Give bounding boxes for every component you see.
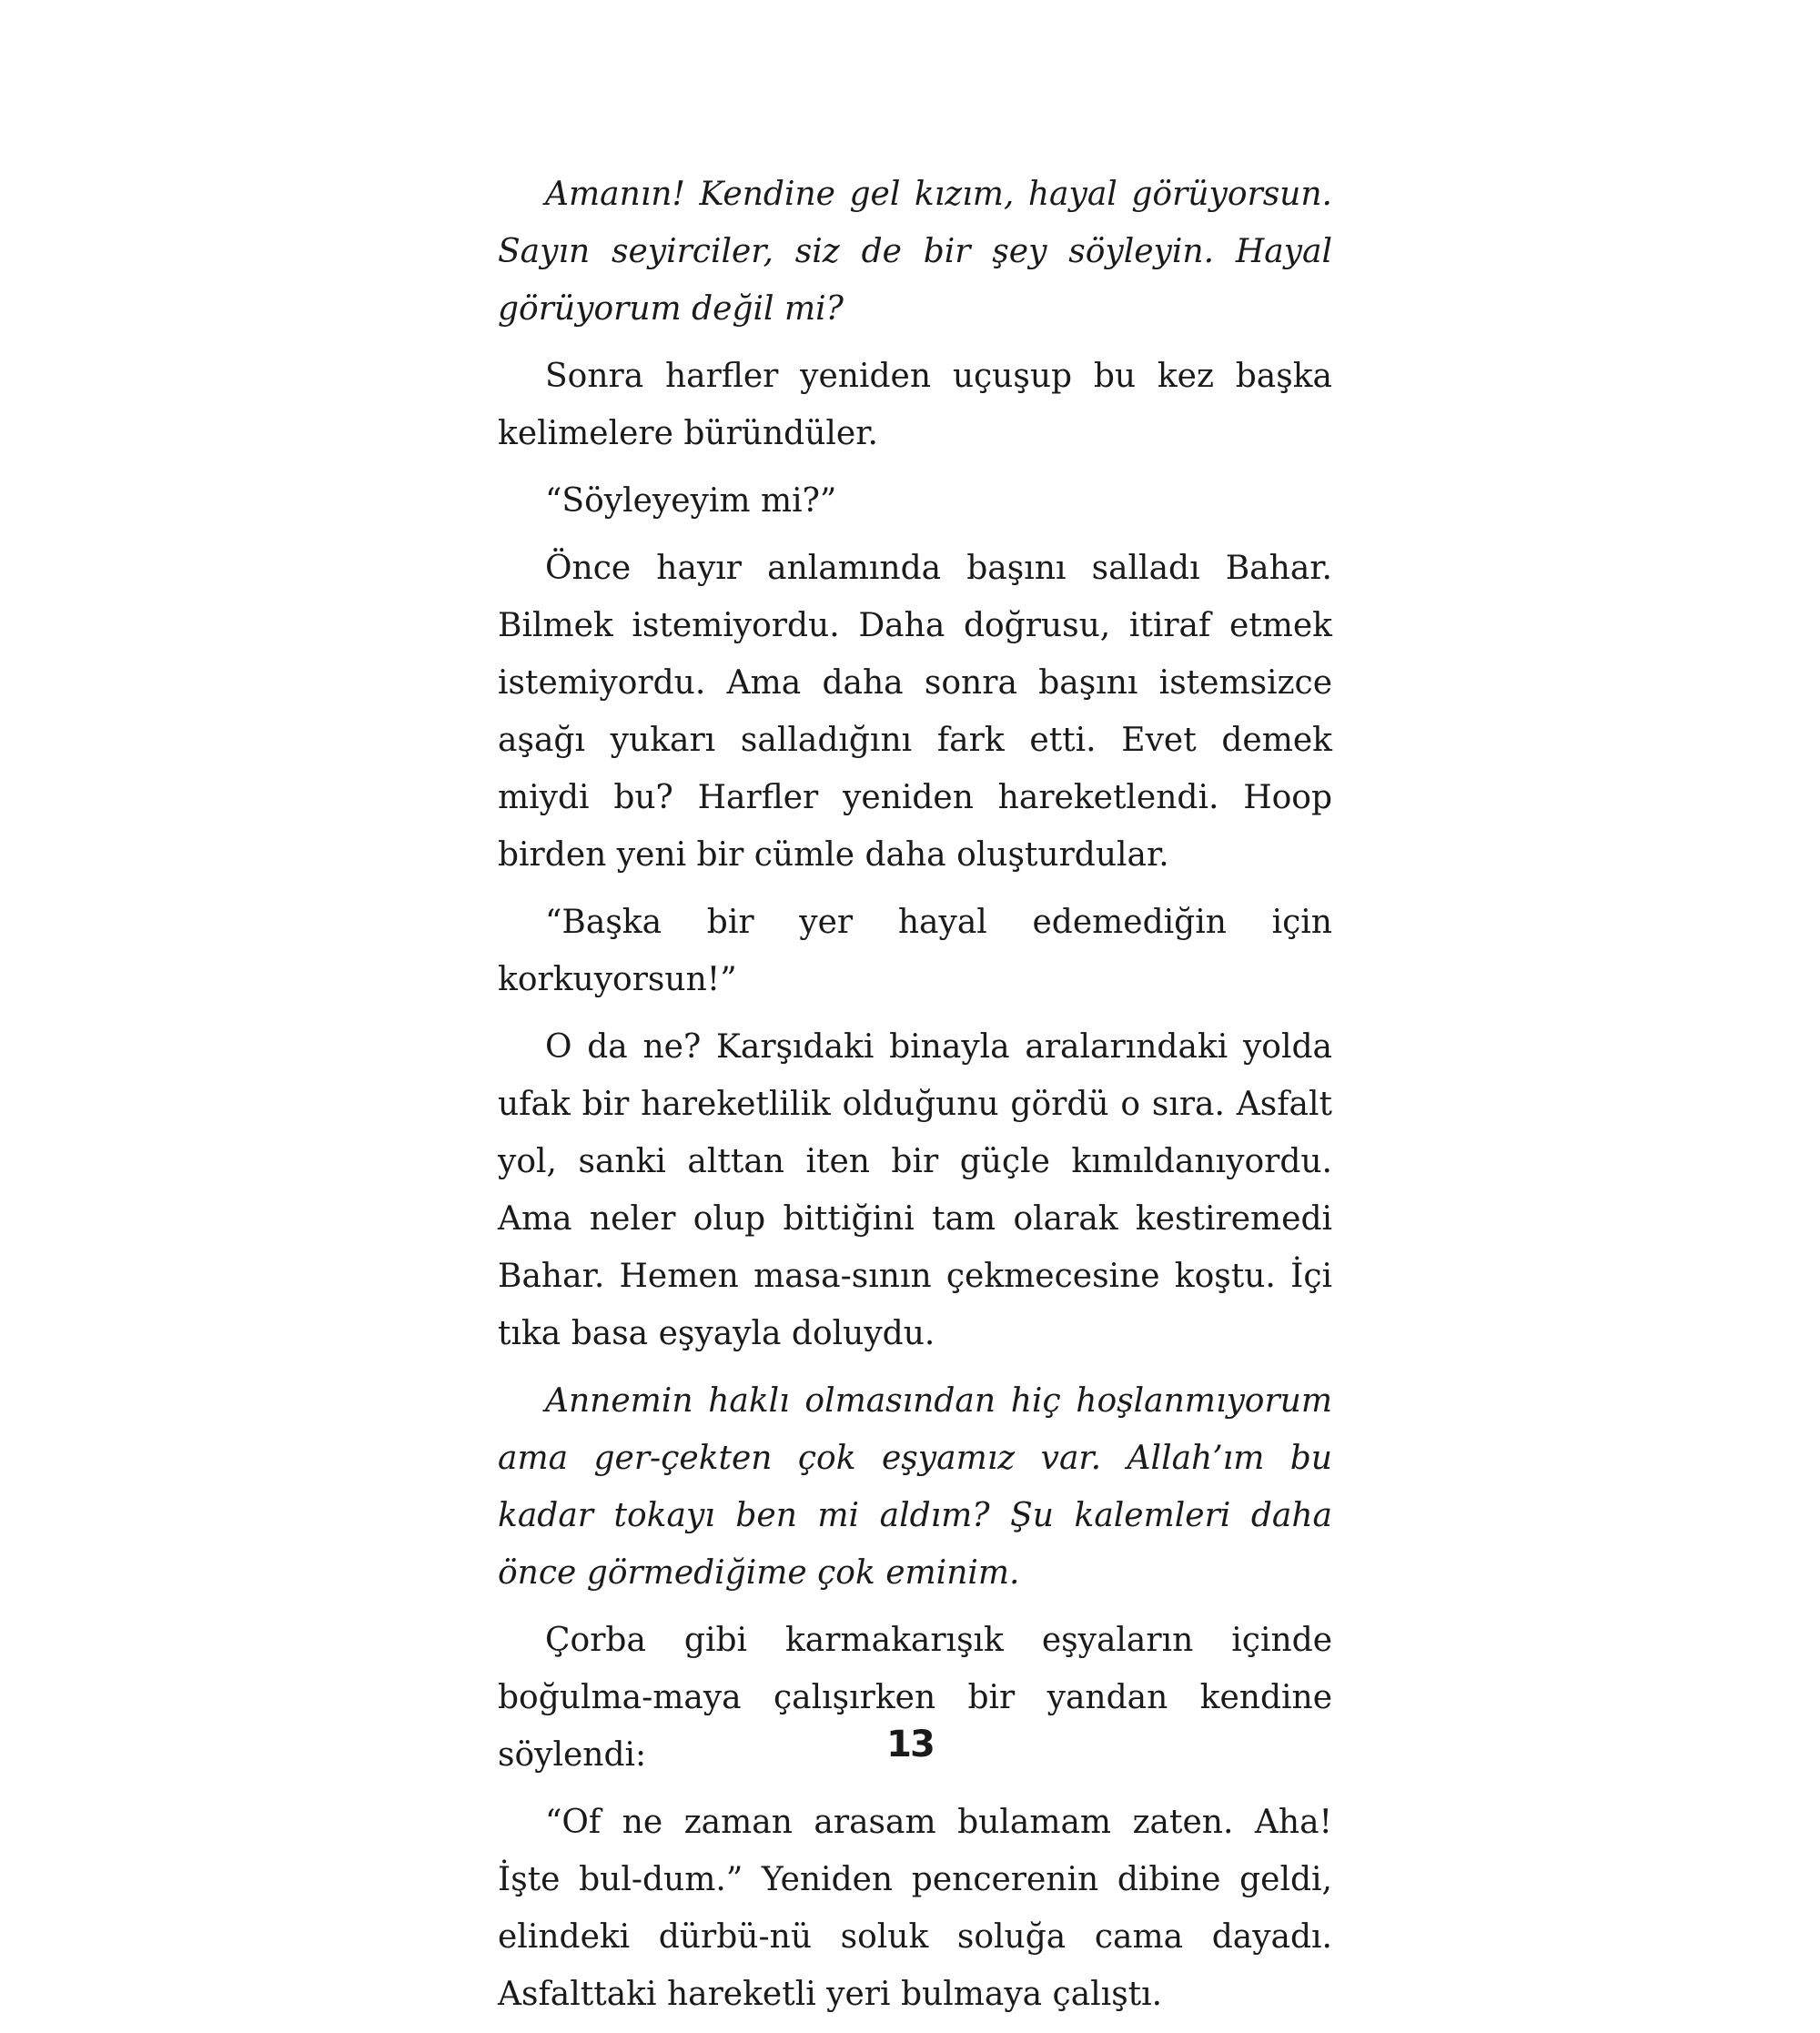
paragraph-4: Önce hayır anlamında başını salladı Bahar. Bilmek istemiyordu. Daha doğrusu, itiraf etmek istemiyordu. Ama daha sonra başını istemsizce aşağı yukarı salladığını fark etti. Evet demek miydi bu? Harfler yeniden hareketlendi. Hoop birden yeni bir cümle daha oluşturdular.: [498, 550, 1332, 874]
paragraph-8: Çorba gibi karmakarışık eşyaların içinde boğulma-maya çalışırken bir yandan kendine söylendi:: [498, 1622, 1332, 1774]
page-number: 13: [886, 1724, 934, 1765]
paragraph-9-dialogue: “Of ne zaman arasam bulamam zaten. Aha! İşte bul-dum.” Yeniden pencerenin dibine geldi, elindeki dürbü-nü soluk soluğa cama dayadı. Asfalttaki hareketli yeri bulmaya çalıştı.: [498, 1804, 1332, 2013]
paragraph-1-inner-monologue: Amanın! Kendine gel kızım, hayal görüyorsun. Sayın seyirciler, siz de bir şey söyleyin. Hayal görüyorum değil mi?: [498, 176, 1332, 328]
paragraph-6: O da ne? Karşıdaki binayla aralarındaki yolda ufak bir hareketlilik olduğunu gördü o sıra. Asfalt yol, sanki alttan iten bir güçle kımıldanıyordu. Ama neler olup bittiğini tam olarak kestiremedi Bahar. Hemen masa-sının çekmecesine koştu. İçi tıka basa eşyayla doluydu.: [498, 1028, 1332, 1352]
paragraph-5-dialogue: “Başka bir yer hayal edemediğin için korkuyorsun!”: [498, 904, 1332, 998]
paragraph-3-dialogue: “Söyleyeyim mi?”: [545, 482, 837, 520]
paragraph-2: Sonra harfler yeniden uçuşup bu kez başka kelimelere büründüler.: [498, 358, 1332, 452]
paragraph-7-inner-monologue: Annemin haklı olmasından hiç hoşlanmıyorum ama ger-çekten çok eşyamız var. Allah’ım bu kadar tokayı ben mi aldım? Şu kalemleri daha önce görmediğime çok eminim.: [498, 1382, 1332, 1592]
